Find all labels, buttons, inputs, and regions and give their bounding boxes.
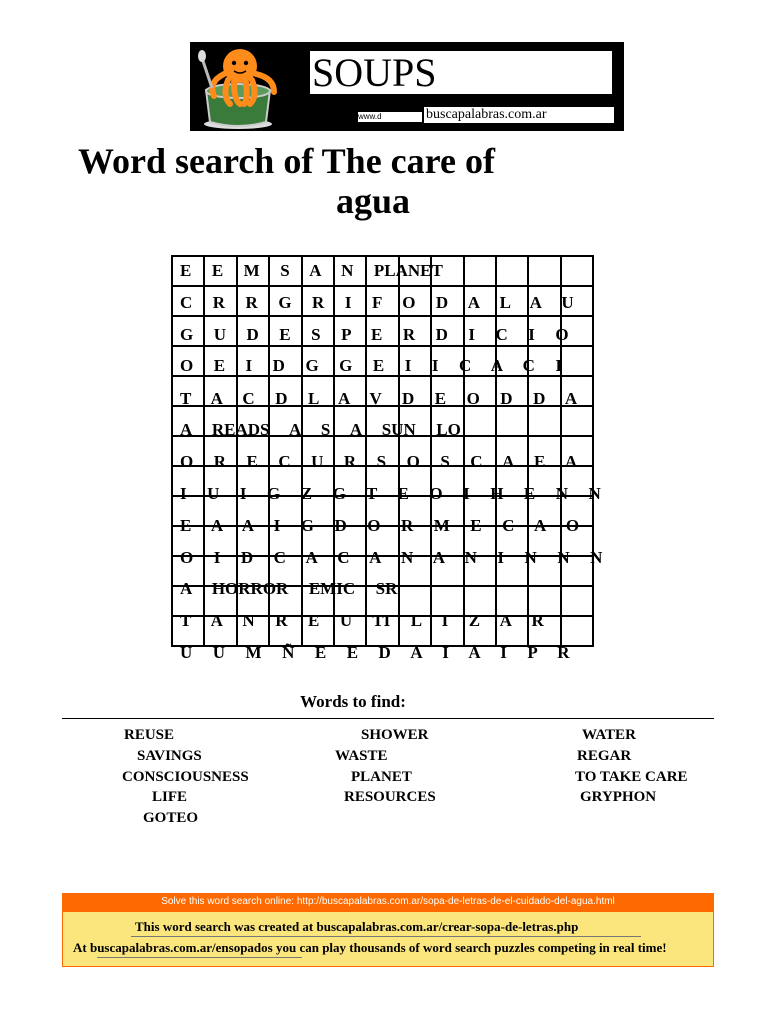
footer-created[interactable]: This word search was created at buscapalabras.com.ar/crear-sopa-de-letras.php — [135, 919, 579, 934]
color-strip — [426, 124, 616, 129]
grid-row-letters: E A A I G D O R M E C A O — [180, 516, 580, 535]
grid-row-letters: T A N R E U TI L I Z A R — [180, 611, 544, 630]
words-to-find-title: Words to find: — [300, 692, 406, 711]
word-item: LIFE — [152, 789, 188, 805]
grid-row-letters: I U I G Z G T E O I H E N N — [180, 484, 601, 503]
word-item: GRYPHON — [580, 789, 657, 805]
grid-row-letters: O I D C A C A N A N I N N N — [180, 548, 603, 567]
grid-cell — [528, 256, 560, 286]
grid-row-letters: T A C D L A V D E O D D A — [180, 389, 578, 408]
grid-row-letters: C R R G R I F O D A L A U — [180, 293, 574, 312]
octopus-pot-icon — [194, 44, 282, 130]
grid-cell — [561, 256, 593, 286]
header-banner — [190, 42, 624, 131]
word-item: SHOWER — [361, 727, 429, 743]
word-item: WATER — [582, 727, 636, 743]
online-link[interactable]: Solve this word search online: http://buscapalabras.com.ar/sopa-de-letras-de-el-cuidado-del-agua.html — [62, 893, 714, 911]
grid-row-letters: G U D E S P E R D I C I O — [180, 325, 569, 344]
word-item: SAVINGS — [137, 748, 202, 764]
site-url[interactable]: buscapalabras.com.ar — [424, 107, 614, 123]
logo-word: SOUPS — [310, 51, 612, 94]
small-url: www.d — [358, 112, 422, 122]
word-item: REGAR — [577, 748, 632, 764]
page-title — [78, 141, 678, 221]
word-item: PLANET — [351, 769, 412, 785]
grid-cell — [561, 586, 593, 616]
footer-play[interactable]: At buscapalabras.com.ar/ensopados you can play thousands of word search puzzles competing in real time! — [73, 940, 667, 955]
grid-row-letters: U U M Ñ E E D A I A I P R — [180, 643, 570, 662]
word-item: REUSE — [124, 727, 175, 743]
divider — [62, 718, 714, 719]
grid-row-letters: A HORROR EMIC SR — [180, 579, 398, 598]
grid-row-letters: A READS A S A SUN LO — [180, 420, 461, 439]
grid-row-letters: O R E C U R S O S C A E A — [180, 452, 578, 471]
word-item: CONSCIOUSNESS — [122, 769, 249, 785]
word-item: TO TAKE CARE — [575, 769, 688, 785]
title-line-1: Word search of The care of — [78, 141, 495, 181]
word-item: RESOURCES — [344, 789, 436, 805]
word-item: GOTEO — [143, 810, 199, 826]
word-item: WASTE — [335, 748, 388, 764]
title-line-2: agua — [336, 181, 411, 221]
link-underline — [97, 957, 302, 958]
grid-row-letters: E E M S A N PLANET — [180, 261, 443, 280]
grid-cell — [496, 256, 528, 286]
link-underline — [131, 936, 641, 937]
grid-cell — [464, 256, 496, 286]
grid-row-letters: O E I D G G E I I C A C I — [180, 356, 563, 375]
footer-box — [62, 911, 714, 967]
